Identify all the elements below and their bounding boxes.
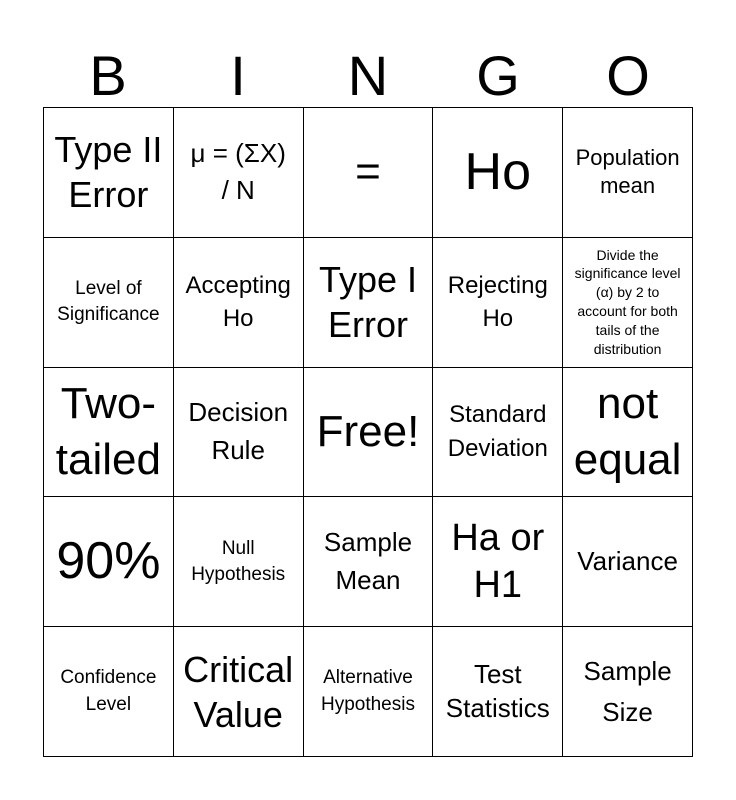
- cell-text: 90%: [56, 532, 161, 591]
- cell-text: Accepting Ho: [185, 271, 291, 333]
- cell-text: Sample Size: [583, 656, 672, 727]
- bingo-cell-r3c4[interactable]: [433, 368, 563, 498]
- cell-text: Critical Value: [183, 648, 294, 735]
- bingo-cell-r4c2[interactable]: [174, 497, 304, 627]
- bingo-cell-r2c5[interactable]: [563, 238, 693, 368]
- bingo-cell-r1c4[interactable]: [433, 108, 563, 238]
- header-letter-b: B: [89, 44, 127, 107]
- bingo-card-grid: [43, 107, 693, 757]
- cell-text: Two-tailed: [55, 378, 161, 484]
- cell-text: Sample Mean: [323, 527, 413, 595]
- cell-text: Decision Rule: [188, 397, 289, 465]
- bingo-header: [43, 45, 693, 107]
- cell-text: Ha or H1: [451, 517, 545, 606]
- header-letter-n: N: [347, 44, 389, 107]
- bingo-cell-r5c5[interactable]: [563, 627, 693, 757]
- bingo-cell-r1c1[interactable]: [44, 108, 174, 238]
- cell-text: Population mean: [575, 144, 680, 199]
- bingo-cell-r3c5[interactable]: [563, 368, 693, 498]
- bingo-cell-r2c3[interactable]: [304, 238, 434, 368]
- cell-text: Type II Error: [54, 129, 163, 216]
- bingo-cell-r1c5[interactable]: [563, 108, 693, 238]
- bingo-cell-r5c4[interactable]: [433, 627, 563, 757]
- bingo-cell-r4c1[interactable]: [44, 497, 174, 627]
- bingo-cell-r5c2[interactable]: [174, 627, 304, 757]
- cell-text: not equal: [573, 378, 682, 484]
- cell-text: μ = (ΣX) / N: [190, 137, 286, 206]
- bingo-cell-r3c2[interactable]: [174, 368, 304, 498]
- header-letter-o: O: [606, 44, 650, 107]
- bingo-cell-r5c1[interactable]: [44, 627, 174, 757]
- cell-text: Confidence Level: [60, 667, 157, 715]
- bingo-cell-r4c3[interactable]: [304, 497, 434, 627]
- bingo-cell-r3c1[interactable]: [44, 368, 174, 498]
- bingo-cell-r3c3[interactable]: [304, 368, 434, 498]
- cell-text: Variance: [577, 545, 678, 576]
- bingo-cell-r1c3[interactable]: [304, 108, 434, 238]
- bingo-cell-r1c2[interactable]: [174, 108, 304, 238]
- bingo-cell-r4c4[interactable]: [433, 497, 563, 627]
- cell-text: Type I Error: [318, 259, 418, 346]
- cell-text: Free!: [316, 406, 420, 456]
- cell-text: Rejecting Ho: [447, 271, 548, 333]
- bingo-cell-r2c4[interactable]: [433, 238, 563, 368]
- cell-text: =: [355, 147, 381, 197]
- cell-text: Standard Deviation: [447, 401, 548, 462]
- cell-text: Divide the significance level (α) by 2 to account for both tails of the distribution: [574, 246, 681, 357]
- cell-text: Alternative Hypothesis: [320, 667, 415, 715]
- cell-text: Test Statistics: [445, 658, 550, 723]
- header-letter-i: I: [230, 44, 246, 107]
- cell-text: Null Hypothesis: [191, 537, 286, 585]
- bingo-cell-r2c1[interactable]: [44, 238, 174, 368]
- cell-text: Ho: [464, 142, 532, 201]
- cell-text: Level of Significance: [57, 277, 160, 326]
- bingo-cell-r4c5[interactable]: [563, 497, 693, 627]
- bingo-cell-r5c3[interactable]: [304, 627, 434, 757]
- header-letter-g: G: [476, 44, 520, 107]
- bingo-cell-r2c2[interactable]: [174, 238, 304, 368]
